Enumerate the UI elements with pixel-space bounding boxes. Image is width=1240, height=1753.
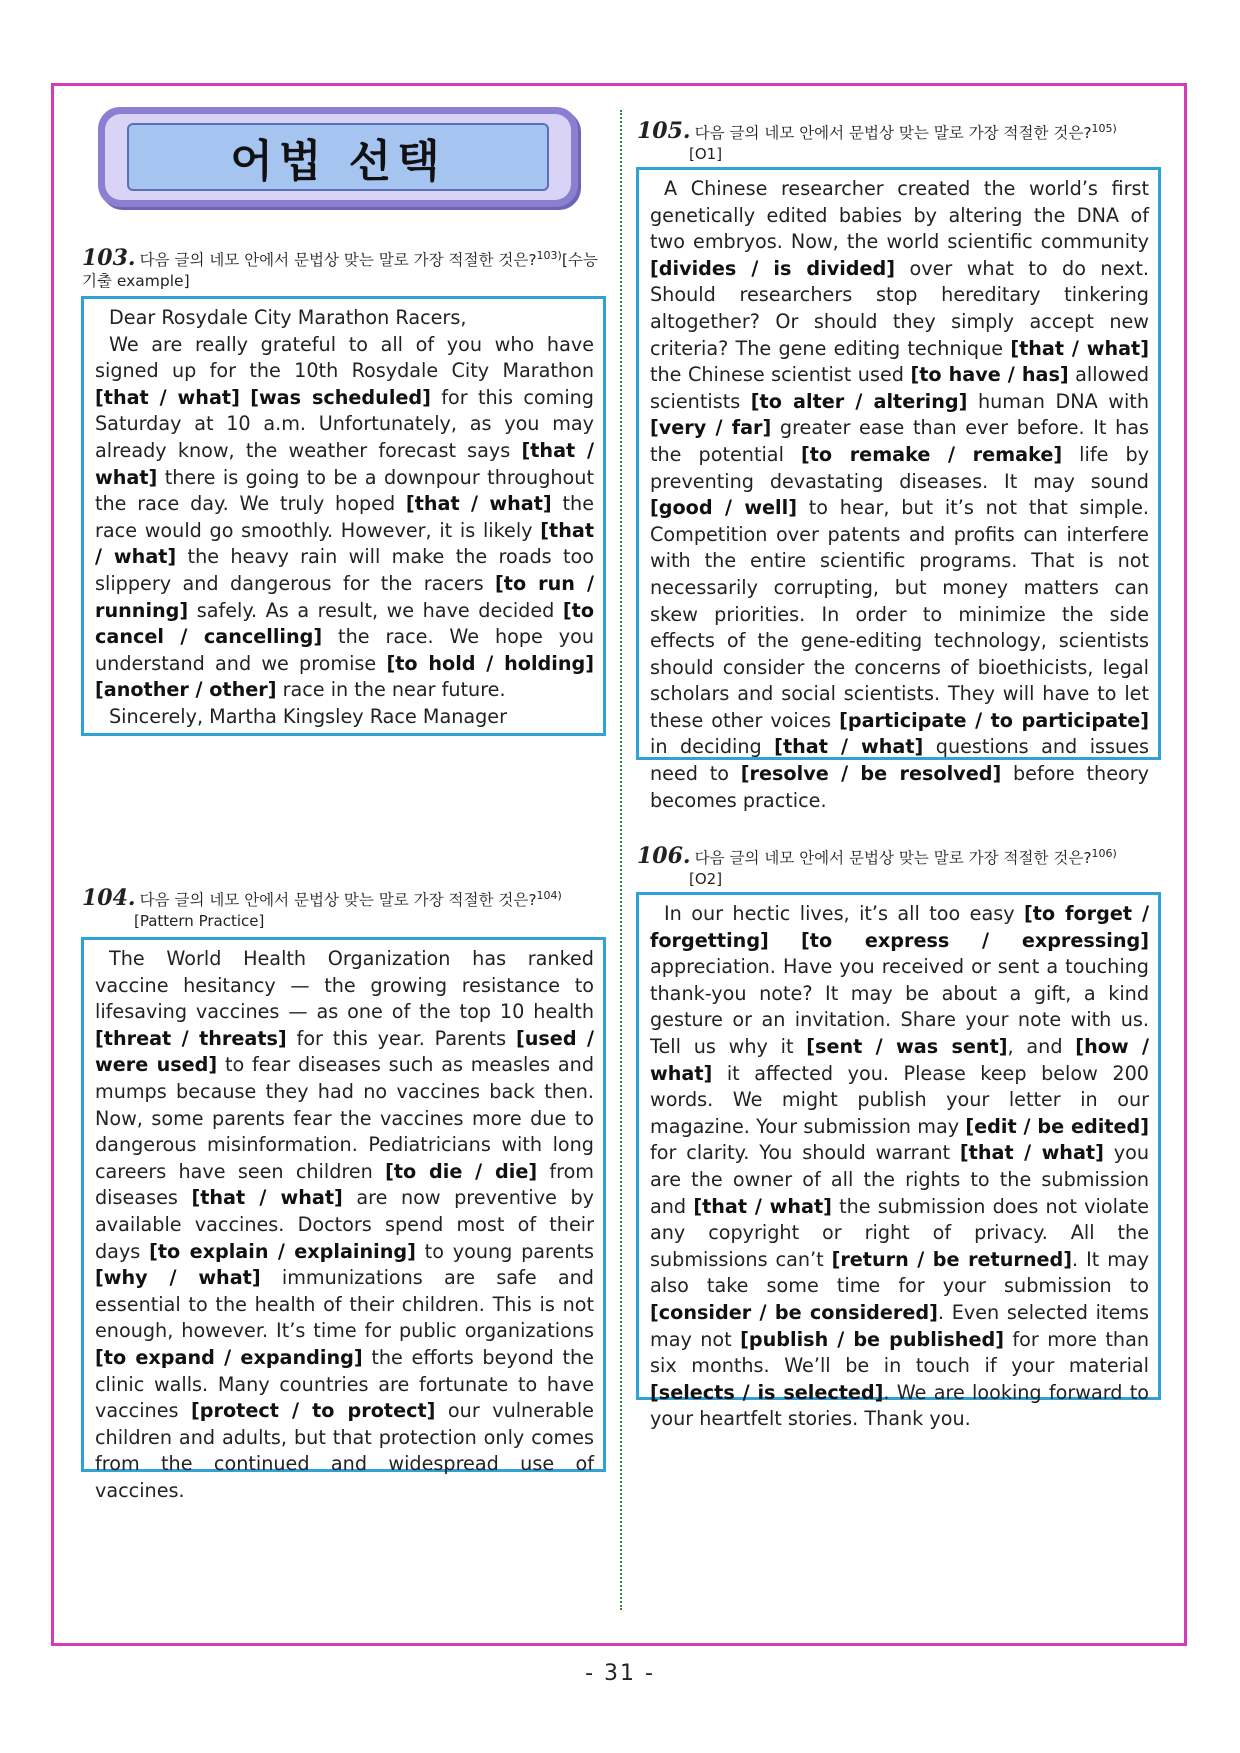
grammar-choice: [consider / be considered]: [650, 1300, 938, 1324]
passage-fragment: for this coming Saturday at 10 a.m. Unfortunately, as you may already know, the weather forecast says: [95, 385, 594, 462]
question-source: [O2]: [689, 870, 723, 889]
passage-fragment: it affected you. Please keep below 200 words. We might publish your letter in our magazine. Your submission may: [650, 1061, 1149, 1138]
grammar-choice: [return / be returned]: [831, 1247, 1073, 1271]
grammar-choice: [that / what]: [774, 735, 924, 759]
passage-fragment: We are really grateful to all of you who have signed up for the 10th Rosydale City Marathon: [95, 332, 594, 383]
question-header-104: [82, 885, 614, 932]
question-header-106: [637, 843, 1169, 890]
section-title: 어법 선택: [230, 136, 446, 187]
passage-fragment: appreciation. Have you received or sent a touching thank-you note? It may be about a gift, a kind gesture or an invitation. Share your note with us. Tell us why it: [650, 955, 1149, 1058]
grammar-choice: [threat / threats]: [95, 1026, 287, 1050]
question-number: 105.: [637, 118, 691, 145]
question-number: 104.: [82, 885, 136, 912]
passage-fragment: over what to do next. Should researchers stop hereditary tinkering altogether? Or should they simply accept new criteria? The gene editing technique: [650, 256, 1149, 360]
grammar-choice: [resolve / be resolved]: [740, 762, 1002, 786]
grammar-choice: [to remake / remake]: [800, 442, 1063, 466]
footnote-ref: 103): [536, 249, 562, 262]
question-header-105: [637, 118, 1169, 165]
question-prompt: 다음 글의 네모 안에서 문법상 맞는 말로 가장 적절한 것은?: [694, 124, 1092, 143]
grammar-choice: [publish / be published]: [740, 1327, 1004, 1351]
passage-fragment: [769, 929, 801, 952]
passage-fragment: The World Health Organization has ranked vaccine hesitancy — the growing resistance to lifesaving vaccines — as one of the top 10 health: [95, 947, 594, 1024]
grammar-choice: [very / far]: [650, 416, 772, 440]
passage-fragment: greater ease than ever before. It has the potential: [650, 416, 1150, 466]
passage-fragment: allowed scientists: [650, 363, 1150, 413]
passage-fragment: . Even selected items may not: [650, 1300, 1149, 1351]
passage-text: [95, 946, 594, 1504]
grammar-choice: [sent / was sent]: [806, 1034, 1008, 1058]
passage-text: [650, 901, 1149, 1433]
letter-closing: Sincerely, Martha Kingsley Race Manager: [109, 704, 507, 728]
grammar-choice: [to explain / explaining]: [149, 1239, 416, 1263]
grammar-choice: [to alter / altering]: [750, 389, 968, 413]
passage-fragment: the submission does not violate any copyright or right of privacy. All the submissions can’t: [650, 1194, 1149, 1271]
passage-fragment: A Chinese researcher created the world’s first genetically edited babies by altering the DNA of two embryos. Now, the world scientific community: [650, 177, 1149, 254]
grammar-choice: [another / other]: [95, 678, 277, 702]
passage-box-103: [81, 296, 606, 736]
passage-fragment: human DNA with: [967, 389, 1149, 413]
grammar-choice: [to hold / holding]: [386, 651, 594, 675]
grammar-choice: [selects / is selected]: [650, 1380, 884, 1404]
grammar-choice: [edit / be edited]: [965, 1114, 1149, 1138]
grammar-choice: [to forget / forgetting]: [650, 902, 1150, 952]
passage-box-105: [636, 167, 1161, 812]
grammar-choice: [protect / to protect]: [191, 1399, 436, 1423]
letter-greeting: Dear Rosydale City Marathon Racers,: [109, 306, 467, 329]
question-source: [O1]: [689, 145, 723, 164]
passage-text: [650, 176, 1149, 814]
title-badge-inner: [105, 114, 571, 200]
grammar-choice: [used / were used]: [95, 1026, 594, 1077]
passage-fragment: there is going to be a downpour throughout the race day. We truly hoped: [95, 465, 594, 516]
grammar-choice: [how / what]: [650, 1034, 1150, 1085]
passage-fragment: the race would go smoothly. However, it is likely: [95, 492, 594, 542]
footnote-ref: 105): [1091, 122, 1117, 135]
passage-fragment: . We are looking forward to your heartfelt stories. Thank you.: [650, 1380, 1149, 1431]
passage-fragment: , and: [1007, 1034, 1076, 1058]
grammar-choice: [to die / die]: [385, 1159, 538, 1183]
grammar-choice: [why / what]: [95, 1266, 261, 1290]
footnote-ref: 106): [1091, 847, 1117, 860]
passage-fragment: our vulnerable children and adults, but that protection only comes from the continued and widespread use of vaccines.: [95, 1399, 594, 1502]
passage-box-106: [636, 892, 1161, 1431]
grammar-choice: [that / what]: [1010, 336, 1149, 360]
passage-fragment: the heavy rain will make the roads too slippery and dangerous for the racers: [95, 545, 595, 595]
grammar-choice: [good / well]: [650, 496, 797, 520]
grammar-choice: [was scheduled]: [250, 385, 431, 409]
passage-fragment: before theory becomes practice.: [650, 762, 1149, 812]
passage-fragment: race in the near future.: [276, 678, 506, 702]
grammar-choice: [that / what]: [95, 518, 594, 569]
passage-fragment: to hear, but it’s not that simple. Competition over patents and profits can interfere with the entire scientific programs. That is not necessarily corrupting, but money matters can skew priorities. In order to minimize the side effects of the gene-editing technology, scientists should consider the concerns of bioethicists, legal scholars and social scientists. They will have to let these other voices: [650, 496, 1149, 732]
passage-text: [95, 332, 594, 704]
page-number: - 31 -: [585, 1661, 655, 1686]
passage-fragment: questions and issues need to: [650, 735, 1150, 786]
passage-box-104: [81, 937, 606, 1502]
grammar-choice: [that / what]: [693, 1194, 832, 1218]
question-source: [Pattern Practice]: [134, 912, 265, 931]
grammar-choice: [that / what]: [95, 385, 240, 409]
passage-fragment: safely. As a result, we have decided: [188, 598, 563, 622]
grammar-choice: [to cancel / cancelling]: [95, 598, 594, 649]
grammar-choice: [participate / to participate]: [839, 708, 1150, 732]
grammar-choice: [that / what]: [405, 492, 552, 516]
section-title-badge: [98, 107, 578, 207]
question-header-103: [82, 245, 614, 292]
grammar-choice: [to expand / expanding]: [95, 1345, 363, 1369]
question-prompt: 다음 글의 네모 안에서 문법상 맞는 말로 가장 적절한 것은?: [139, 251, 537, 270]
grammar-choice: [to run / running]: [95, 571, 594, 622]
passage-fragment: the race. We hope you understand and we promise: [95, 625, 594, 675]
passage-fragment: In our hectic lives, it’s all too easy: [664, 902, 1024, 925]
passage-fragment: to fear diseases such as measles and mumps because they had no vaccines back then. Now, some parents fear the vaccines more due to dangerous misinformation. Pediatricians with long careers have seen children: [95, 1053, 594, 1183]
passage-fragment: from diseases: [95, 1159, 595, 1210]
question-source: [수능 기출 example]: [82, 251, 598, 291]
question-number: 103.: [82, 245, 136, 272]
passage-fragment: you are the owner of all the rights to the submission and: [650, 1141, 1150, 1218]
question-prompt: 다음 글의 네모 안에서 문법상 맞는 말로 가장 적절한 것은?: [694, 849, 1092, 868]
passage-fragment: life by preventing devastating diseases. It may sound: [650, 442, 1149, 493]
passage-fragment: for clarity. You should warrant: [650, 1141, 960, 1165]
title-box: [127, 123, 549, 191]
grammar-choice: [to express / expressing]: [801, 928, 1149, 952]
grammar-choice: [that / what]: [95, 438, 594, 489]
grammar-choice: [divides / is divided]: [650, 256, 896, 280]
footnote-ref: 104): [536, 889, 562, 902]
passage-fragment: [240, 386, 250, 409]
grammar-choice: [that / what]: [959, 1141, 1104, 1165]
grammar-choice: [to have / has]: [910, 363, 1069, 387]
passage-fragment: to young parents: [415, 1239, 595, 1263]
grammar-choice: [that / what]: [191, 1186, 343, 1210]
question-number: 106.: [637, 843, 691, 870]
passage-fragment: . It may also take some time for your submission to: [650, 1247, 1149, 1298]
passage-fragment: immunizations are safe and essential to the health of their children. This is not enough, however. It’s time for public organizations: [95, 1266, 594, 1343]
passage-fragment: are now preventive by available vaccines. Doctors spend most of their days: [95, 1186, 594, 1263]
passage-fragment: for more than six months. We’ll be in touch if your material: [650, 1327, 1149, 1378]
passage-fragment: the efforts beyond the clinic walls. Many countries are fortunate to have vaccines: [95, 1345, 594, 1423]
column-divider: [620, 110, 622, 1610]
question-prompt: 다음 글의 네모 안에서 문법상 맞는 말로 가장 적절한 것은?: [139, 891, 537, 910]
passage-fragment: for this year. Parents: [286, 1026, 516, 1050]
passage-fragment: in deciding: [650, 735, 775, 759]
passage-fragment: the Chinese scientist used: [650, 363, 911, 387]
